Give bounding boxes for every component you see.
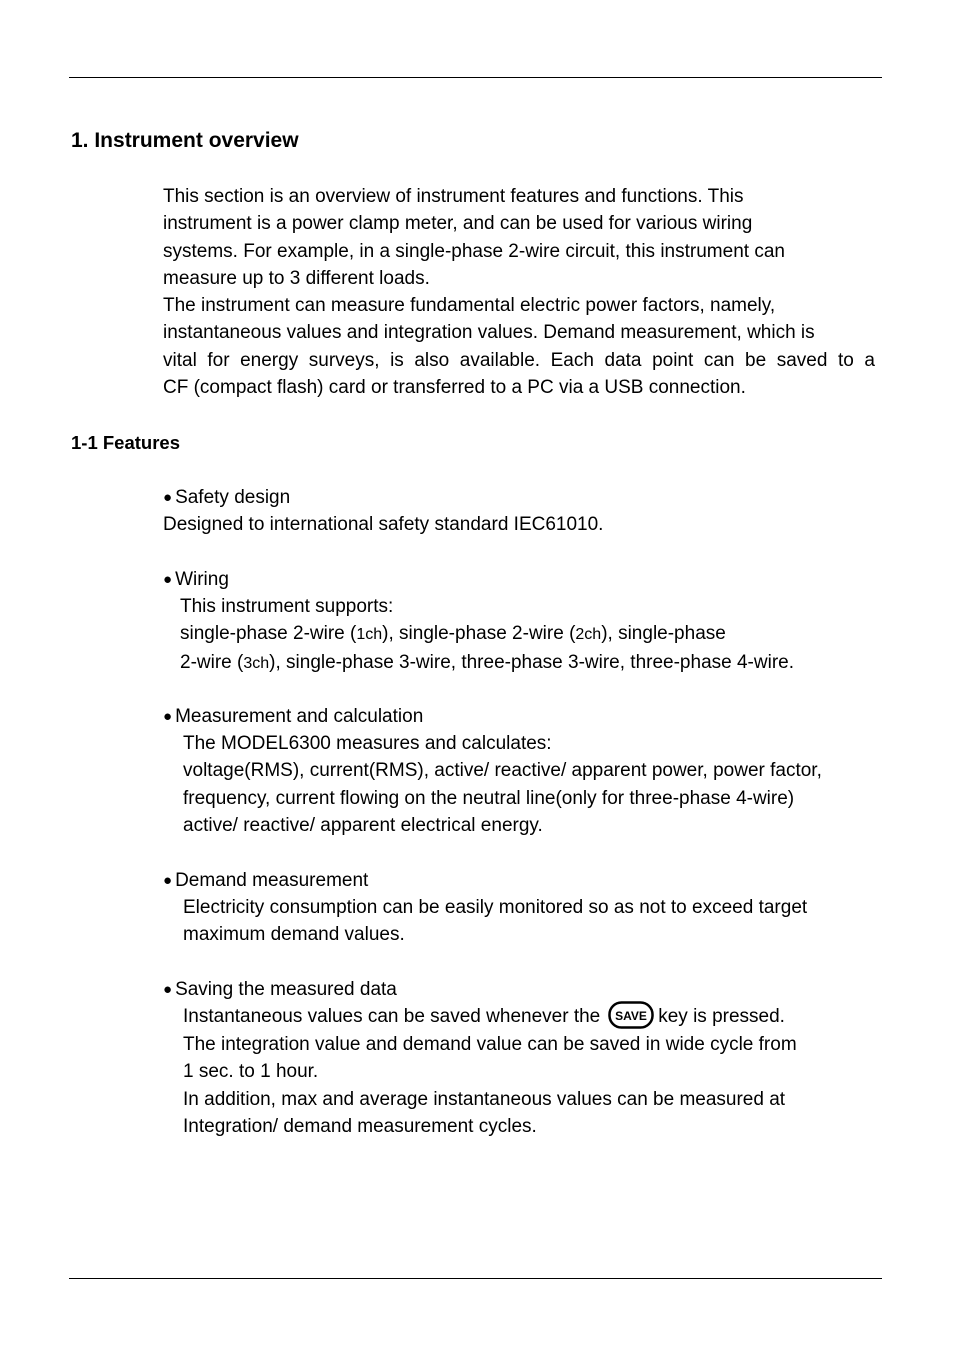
bullet-icon: ● (163, 981, 173, 998)
wiring-text: single-phase 2-wire ( (180, 623, 357, 645)
wiring-text: ), single-phase 3-wire, three-phase 3-wire, three-phase 4-wire. (269, 651, 794, 673)
overview-line: measure up to 3 different loads. (163, 267, 430, 289)
demand-line: Electricity consumption can be easily monitored so as not to exceed target (183, 897, 808, 918)
wiring-line (180, 620, 794, 648)
saving-line: 1 sec. to 1 hour. (183, 1061, 319, 1083)
overview-line: The instrument can measure fundamental electric power factors, namely, (163, 295, 776, 317)
overview-paragraph (163, 183, 875, 401)
bullet-icon: ● (163, 489, 173, 506)
bullet-icon: ● (163, 571, 173, 588)
wiring-text: 2-wire ( (180, 651, 244, 673)
bullet-icon: ● (163, 708, 173, 725)
safety-bullet-title (163, 484, 290, 512)
wiring-line: This instrument supports: (180, 596, 394, 617)
saving-title: Saving the measured data (175, 979, 397, 1000)
measurement-line: The MODEL6300 measures and calculates: (183, 733, 552, 754)
saving-text: key is pressed. (658, 1006, 785, 1028)
overview-line: CF (compact flash) card or transferred to a PC via a USB connection. (163, 377, 746, 399)
demand-title: Demand measurement (175, 870, 369, 891)
overview-line: systems. For example, in a single-phase 2-wire circuit, this instrument can (163, 240, 785, 262)
wiring-title: Wiring (175, 569, 229, 590)
wiring-line (180, 649, 794, 677)
saving-text-block (183, 1003, 797, 1140)
overview-line: vital for energy surveys, is also available. Each data point can be saved to a (163, 349, 875, 371)
channel-label: 1ch (356, 626, 383, 644)
saving-bullet-title (163, 976, 397, 1004)
saving-line: The integration value and demand value can be saved in wide cycle from (183, 1034, 797, 1055)
overview-line: This section is an overview of instrument features and functions. This (163, 186, 744, 207)
saving-line: Integration/ demand measurement cycles. (183, 1115, 537, 1137)
footer-rule (69, 1278, 882, 1279)
wiring-bullet-title (163, 566, 229, 594)
safety-text: Designed to international safety standard IEC61010. (163, 514, 604, 535)
measurement-bullet-title (163, 703, 423, 731)
bullet-icon: ● (163, 872, 173, 889)
saving-line: In addition, max and average instantaneous values can be measured at (183, 1088, 786, 1110)
demand-bullet-title (163, 867, 368, 895)
channel-label: 3ch (243, 654, 270, 672)
saving-text: Instantaneous values can be saved whenever the (183, 1006, 601, 1028)
measurement-line: active/ reactive/ apparent electrical energy. (183, 814, 543, 836)
measurement-line: frequency, current flowing on the neutral line(only for three-phase 4-wire) (183, 787, 795, 809)
channel-label: 2ch (575, 626, 602, 644)
features-heading: 1-1 Features (71, 432, 180, 453)
save-key-icon (608, 1001, 654, 1029)
overview-line: instantaneous values and integration values. Demand measurement, which is (163, 322, 815, 344)
wiring-text-block (180, 593, 794, 677)
section-heading: 1. Instrument overview (71, 129, 299, 152)
measurement-line: voltage(RMS), current(RMS), active/ reactive/ apparent power, power factor, (183, 760, 822, 782)
demand-line: maximum demand values. (183, 924, 405, 946)
saving-line (183, 1003, 797, 1031)
wiring-text: ), single-phase (601, 623, 726, 645)
overview-line: instrument is a power clamp meter, and can be used for various wiring (163, 213, 753, 235)
save-key-label: SAVE (615, 1009, 648, 1023)
wiring-text: ), single-phase 2-wire ( (382, 623, 576, 645)
measurement-title: Measurement and calculation (175, 706, 424, 727)
safety-title: Safety design (175, 487, 291, 508)
demand-text-block (183, 894, 807, 949)
measurement-text-block (183, 730, 822, 839)
header-rule (69, 77, 882, 78)
safety-text-block (163, 511, 603, 538)
